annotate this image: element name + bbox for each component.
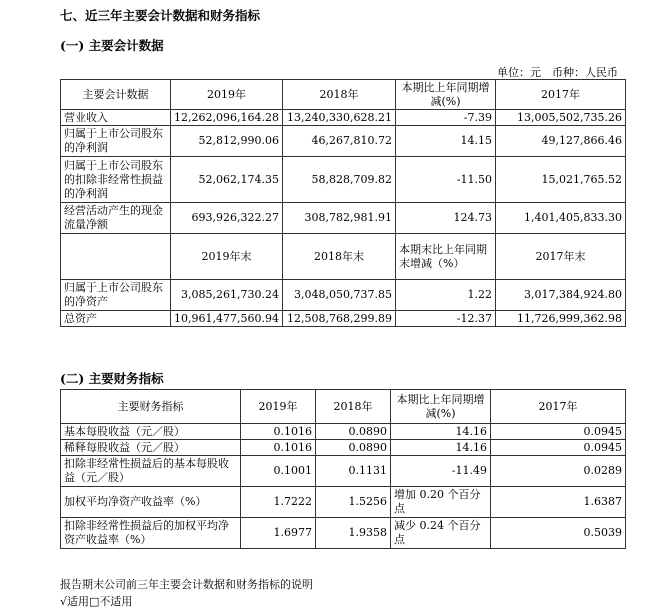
value-cell: 308,782,981.91 [283, 203, 396, 234]
row-label: 经营活动产生的现金流量净额 [61, 203, 171, 234]
value-cell: 0.0890 [316, 424, 391, 440]
header-cell: 本期比上年同期增减(%) [391, 390, 491, 424]
header-cell: 2019年末 [171, 234, 283, 280]
table-header-row [61, 80, 626, 110]
unit-currency-line: 单位：元 币种：人民币 [497, 66, 618, 79]
value-cell: 1.9358 [316, 518, 391, 549]
row-label: 扣除非经常性损益后的加权平均净资产收益率（%） [61, 518, 241, 549]
value-cell: 1.7222 [241, 487, 316, 518]
row-label: 归属于上市公司股东的净资产 [61, 280, 171, 311]
value-cell: 14.16 [391, 424, 491, 440]
value-cell: 46,267,810.72 [283, 126, 396, 157]
table-header-row [61, 390, 626, 424]
accounting-data-table [60, 79, 626, 327]
table-row [61, 487, 626, 518]
header-cell: 2019年 [171, 80, 283, 110]
table-row [61, 126, 626, 157]
applicability-options: √适用□不适用 [60, 595, 133, 608]
table-row [61, 280, 626, 311]
row-label: 基本每股收益（元／股） [61, 424, 241, 440]
financial-indicators-table [60, 389, 626, 549]
table-row [61, 440, 626, 456]
value-cell: 减少 0.24 个百分点 [391, 518, 491, 549]
row-label: 归属于上市公司股东的扣除非经常性损益的净利润 [61, 157, 171, 203]
value-cell: -12.37 [396, 311, 496, 327]
value-cell: 12,508,768,299.89 [283, 311, 396, 327]
value-cell: -11.49 [391, 456, 491, 487]
value-cell: 3,048,050,737.85 [283, 280, 396, 311]
header-cell: 2019年 [241, 390, 316, 424]
row-label: 归属于上市公司股东的净利润 [61, 126, 171, 157]
table-row [61, 518, 626, 549]
table-row [61, 203, 626, 234]
explanation-note: 报告期末公司前三年主要会计数据和财务指标的说明 [60, 578, 313, 591]
value-cell: 10,961,477,560.94 [171, 311, 283, 327]
table-row [61, 424, 626, 440]
value-cell: 1,401,405,833.30 [496, 203, 626, 234]
blank-cell [61, 234, 171, 280]
value-cell: 14.15 [396, 126, 496, 157]
value-cell: 0.0289 [491, 456, 626, 487]
value-cell: 0.1001 [241, 456, 316, 487]
value-cell: 0.1016 [241, 424, 316, 440]
value-cell: 14.16 [391, 440, 491, 456]
value-cell: 0.0945 [491, 440, 626, 456]
value-cell: 124.73 [396, 203, 496, 234]
header-cell: 2017年末 [496, 234, 626, 280]
row-label: 扣除非经常性损益后的基本每股收益（元／股） [61, 456, 241, 487]
value-cell: 58,828,709.82 [283, 157, 396, 203]
value-cell: 1.6977 [241, 518, 316, 549]
row-label: 总资产 [61, 311, 171, 327]
header-cell: 2018年末 [283, 234, 396, 280]
header-cell: 2018年 [283, 80, 396, 110]
value-cell: -7.39 [396, 110, 496, 126]
value-cell: 693,926,322.27 [171, 203, 283, 234]
row-label: 稀释每股收益（元／股） [61, 440, 241, 456]
value-cell: 3,085,261,730.24 [171, 280, 283, 311]
table-row [61, 110, 626, 126]
value-cell: 49,127,866.46 [496, 126, 626, 157]
value-cell: 3,017,384,924.80 [496, 280, 626, 311]
value-cell: 0.1131 [316, 456, 391, 487]
value-cell: 13,240,330,628.21 [283, 110, 396, 126]
value-cell: 52,062,174.35 [171, 157, 283, 203]
value-cell: 1.22 [396, 280, 496, 311]
table-subheader-row [61, 234, 626, 280]
header-cell: 主要会计数据 [61, 80, 171, 110]
header-cell: 2017年 [496, 80, 626, 110]
section-title: 七、近三年主要会计数据和财务指标 [60, 8, 261, 23]
header-cell: 2018年 [316, 390, 391, 424]
table-row [61, 311, 626, 327]
value-cell: 15,021,765.52 [496, 157, 626, 203]
table-row [61, 456, 626, 487]
value-cell: 0.0890 [316, 440, 391, 456]
value-cell: 1.6387 [491, 487, 626, 518]
value-cell: 13,005,502,735.26 [496, 110, 626, 126]
value-cell: 增加 0.20 个百分点 [391, 487, 491, 518]
value-cell: 12,262,096,164.28 [171, 110, 283, 126]
value-cell: 11,726,999,362.98 [496, 311, 626, 327]
value-cell: 52,812,990.06 [171, 126, 283, 157]
row-label: 营业收入 [61, 110, 171, 126]
value-cell: 0.0945 [491, 424, 626, 440]
value-cell: -11.50 [396, 157, 496, 203]
header-cell: 本期比上年同期增减(%) [396, 80, 496, 110]
subsection-title-financial: (二) 主要财务指标 [60, 371, 164, 386]
header-cell: 2017年 [491, 390, 626, 424]
value-cell: 0.1016 [241, 440, 316, 456]
table-row [61, 157, 626, 203]
header-cell: 主要财务指标 [61, 390, 241, 424]
value-cell: 1.5256 [316, 487, 391, 518]
header-cell: 本期末比上年同期末增减（%） [396, 234, 496, 280]
value-cell: 0.5039 [491, 518, 626, 549]
subsection-title-accounting: (一) 主要会计数据 [60, 38, 164, 53]
row-label: 加权平均净资产收益率（%） [61, 487, 241, 518]
